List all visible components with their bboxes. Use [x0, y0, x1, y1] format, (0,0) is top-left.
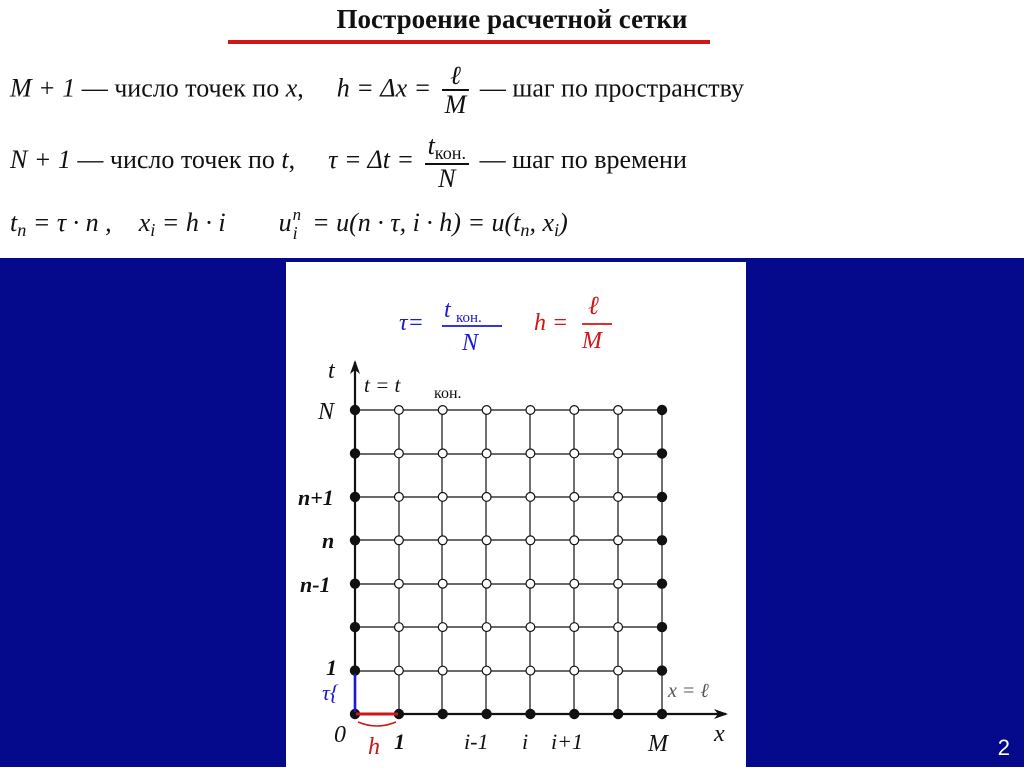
boundary-node	[482, 709, 491, 718]
interior-node	[395, 406, 404, 415]
tau-den: N	[462, 330, 479, 356]
boundary-node	[657, 492, 666, 501]
interior-node	[482, 493, 491, 502]
boundary-node	[657, 449, 666, 458]
xi-lhs: x	[138, 208, 151, 237]
interior-node	[438, 449, 447, 458]
interior-node	[614, 666, 623, 675]
boundary-node	[438, 709, 447, 718]
interior-node	[614, 623, 623, 632]
interior-node	[614, 536, 623, 545]
n-plus-one: N + 1	[10, 145, 71, 175]
interior-node	[438, 666, 447, 675]
boundary-node	[657, 623, 666, 632]
u-tsub: n	[520, 220, 530, 240]
x-label-M: M	[648, 731, 668, 757]
u-end: )	[559, 208, 568, 237]
time-step-text: — шаг по времени	[473, 145, 687, 175]
u-comma: , x	[529, 208, 555, 237]
interior-node	[526, 449, 535, 458]
tn-lhs: t	[10, 208, 18, 237]
y-label-1: 1	[326, 655, 337, 680]
h-formula	[534, 291, 612, 354]
tau-equation: τ = Δt =	[328, 145, 421, 175]
tau-formula	[399, 297, 502, 356]
h-numerator: ℓ	[442, 62, 470, 91]
interior-node	[438, 579, 447, 588]
interior-node	[482, 579, 491, 588]
interior-node	[526, 666, 535, 675]
interior-node	[438, 493, 447, 502]
interior-node	[482, 666, 491, 675]
u-indices	[292, 205, 306, 243]
var-x: x	[285, 73, 298, 103]
points-t-text: — число точек по	[70, 145, 282, 175]
h-marker: h	[368, 734, 380, 760]
grid-nodes	[350, 405, 666, 718]
boundary-node	[350, 449, 359, 458]
boundary-node	[526, 709, 535, 718]
interior-node	[395, 493, 404, 502]
origin-label: 0	[334, 722, 346, 748]
interior-node	[482, 623, 491, 632]
boundary-node	[350, 579, 359, 588]
interior-node	[570, 623, 579, 632]
h-den: M	[582, 328, 602, 354]
u-mid: = u(n · τ, i · h) = u(t	[305, 208, 521, 237]
xi-rhs: = h · i	[155, 208, 226, 237]
u-lhs: u	[278, 208, 292, 237]
t-end-label: t = t	[364, 373, 401, 397]
x-label-i-minus-1: i-1	[464, 729, 489, 754]
h-eq-label: h =	[534, 310, 569, 336]
interior-node	[526, 579, 535, 588]
x-label-1: 1	[394, 729, 405, 754]
x-end-label: x = ℓ	[668, 680, 709, 702]
tn-sub: n	[17, 220, 27, 240]
interior-node	[438, 536, 447, 545]
interior-node	[614, 579, 623, 588]
tau-num-var: t	[427, 131, 435, 160]
tau-denominator: N	[438, 164, 456, 194]
u-sub: i	[292, 223, 298, 243]
interior-node	[614, 449, 623, 458]
interior-node	[526, 623, 535, 632]
grid-panel	[286, 262, 746, 767]
boundary-node	[657, 666, 666, 675]
y-label-n: n	[322, 528, 335, 553]
interior-node	[395, 579, 404, 588]
interior-node	[395, 666, 404, 675]
formula-line-time	[10, 132, 687, 192]
interior-node	[482, 536, 491, 545]
interior-node	[570, 579, 579, 588]
y-label-n-plus-1: n+1	[298, 485, 334, 510]
xi-sub: i	[150, 220, 156, 240]
comma-1: ,	[297, 73, 304, 103]
tau-marker: τ{	[322, 680, 339, 705]
title-underline	[228, 40, 710, 44]
space-step-text: — шаг по пространству	[473, 73, 744, 103]
page-number: 2	[997, 735, 1010, 760]
boundary-node	[350, 405, 359, 414]
interior-node	[438, 623, 447, 632]
interior-node	[395, 623, 404, 632]
interior-node	[395, 449, 404, 458]
boundary-node	[350, 666, 359, 675]
formula-line-space	[10, 62, 744, 119]
x-label-i: i	[522, 729, 529, 754]
page-title: Построение расчетной сетки	[336, 4, 688, 34]
comma-2: ,	[288, 145, 296, 175]
tn-rhs: = τ · n ,	[26, 208, 112, 237]
var-t: t	[281, 145, 289, 175]
tau-num-var: t	[444, 297, 451, 323]
interior-node	[526, 406, 535, 415]
boundary-node	[657, 405, 666, 414]
boundary-node	[657, 579, 666, 588]
boundary-node	[570, 709, 579, 718]
formula-line-grid	[10, 205, 568, 243]
h-equation: h = Δx =	[336, 73, 438, 103]
grid-diagram	[286, 262, 746, 767]
interior-node	[570, 449, 579, 458]
boundary-node	[657, 709, 666, 718]
interior-node	[570, 406, 579, 415]
x-label-i-plus-1: i+1	[551, 729, 583, 754]
tau-eq-label: τ=	[399, 310, 424, 336]
boundary-node	[614, 709, 623, 718]
u-xsub: i	[554, 220, 560, 240]
interior-node	[438, 406, 447, 415]
x-axis-label: x	[714, 721, 725, 747]
tau-fraction	[425, 132, 470, 192]
interior-node	[614, 493, 623, 502]
u-sup: n	[292, 205, 302, 224]
t-end-sub: кон.	[434, 385, 462, 402]
boundary-node	[657, 536, 666, 545]
interior-node	[482, 449, 491, 458]
tau-num-sub: кон.	[456, 310, 482, 326]
header-region	[0, 0, 1024, 258]
interior-node	[570, 493, 579, 502]
m-plus-one: M + 1	[10, 73, 76, 103]
boundary-node	[350, 623, 359, 632]
interior-node	[570, 536, 579, 545]
y-label-n-minus-1: n-1	[300, 572, 331, 597]
h-fraction	[442, 62, 470, 119]
boundary-node	[350, 492, 359, 501]
boundary-node	[350, 536, 359, 545]
interior-node	[614, 406, 623, 415]
h-denominator: M	[444, 90, 467, 120]
t-axis-label: t	[328, 358, 335, 384]
interior-node	[526, 493, 535, 502]
interior-node	[526, 536, 535, 545]
interior-node	[570, 666, 579, 675]
tau-num-sub: кон.	[434, 143, 467, 163]
y-label-N: N	[318, 399, 335, 425]
h-num: ℓ	[588, 291, 599, 320]
points-x-text: — число точек по	[75, 73, 286, 103]
interior-node	[482, 406, 491, 415]
tau-numerator	[425, 132, 470, 165]
interior-node	[395, 536, 404, 545]
h-brace	[358, 722, 396, 726]
